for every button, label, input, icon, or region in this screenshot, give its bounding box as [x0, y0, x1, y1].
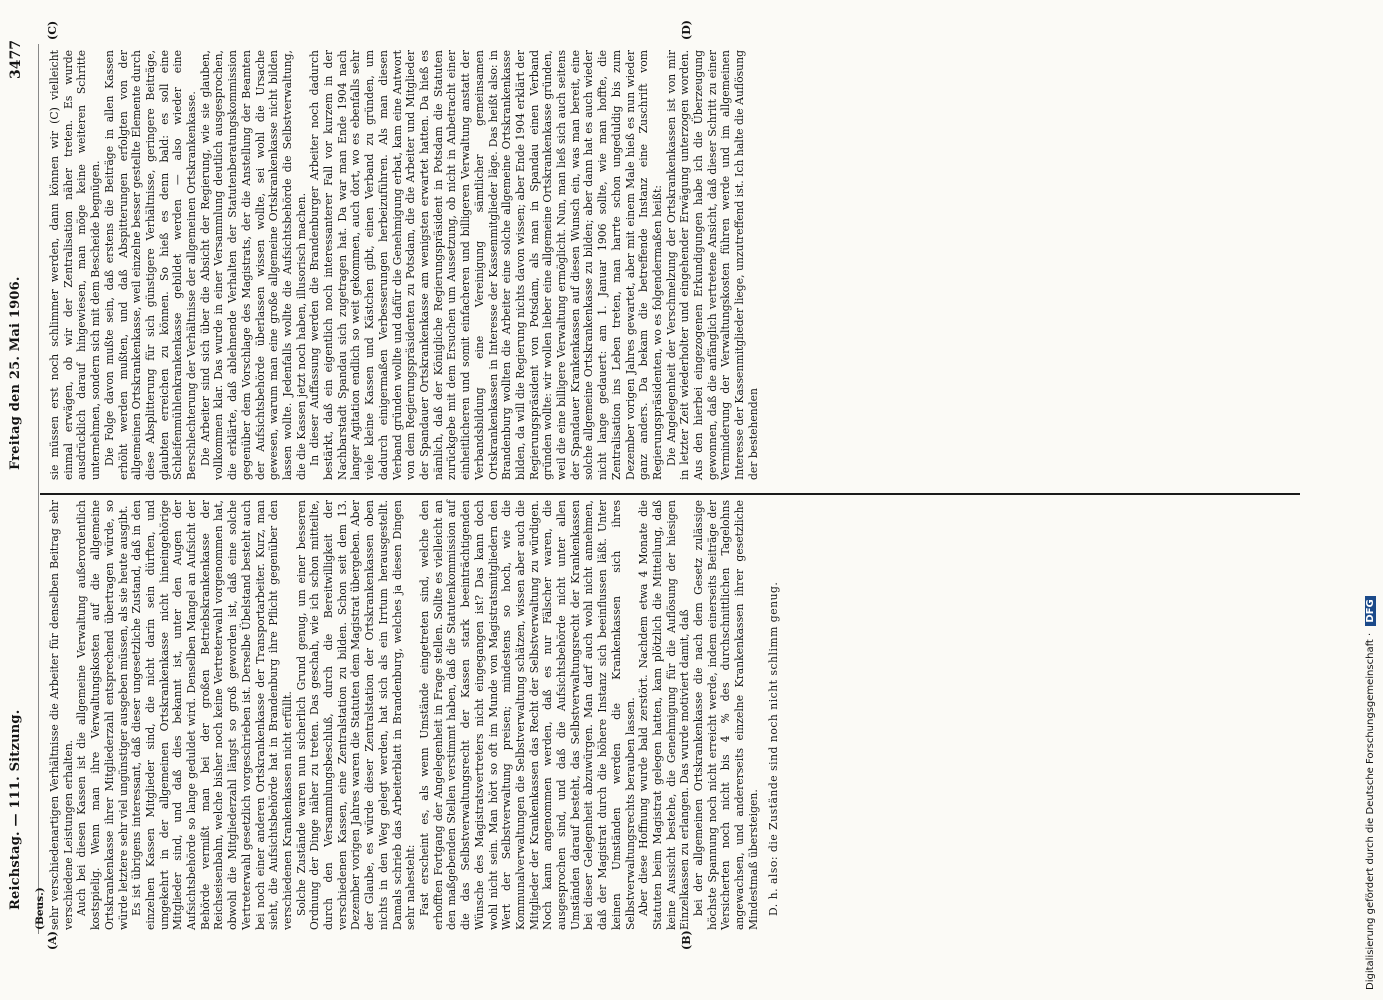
paragraph: In dieser Auffassung werden die Brandenburger Arbeiter noch dadurch bestärkt, daß ein eigentlich noch interessanterer Fall vor kurzem in der Nachbarstadt Spandau sich zugetragen hat. Da war man Ende 1904 nach langer Agitation endlich so weit gekommen, auch dort, wo es ebenfalls sehr viele kleine Kassen und Kästchen gibt, einen Verband zu gründen, um dadurch einigermaßen Verbesserungen herbeizuführen. Als man diesen Verband gründen wollte und dafür die Genehmigung erbat, kam eine Antwort von dem Regierungspräsidenten zu Potsdam, die die Arbeiter und Mitglieder der Spandauer Ortskrankenkasse am wenigsten erwartet hatten. Da hieß es nämlich, daß der Königliche Regierungspräsident in Potsdam die Statuten zurückgebe mit dem Ersuchen um Aussetzung, ob nicht in Anbetracht einer einheitlicheren und somit einfacheren und billigeren Verwaltung anstatt der Verbandsbildung eine Vereinigung sämtlicher gemeinsamen Ortskrankenkassen in Interesse der Kassenmitglieder läge. Das heißt also: in Brandenburg wollten die Arbeiter eine solche allgemeine Ortskrankenkasse bilden, da will die Regierung nichts davon wissen; aber Ende 1904 erklärt der Regierungspräsident von Potsdam, als man in Spandau einen Verband gründen wollte: wir wollen lieber eine allgemeine Ortskrankenkasse gründen, weil die eine billigere Verwaltung ermöglicht. Nun, man ließ sich auch seitens der Spandauer Krankenkassen auf diesen Wunsch ein, was man bereit, eine solche allgemeine Ortskrankenkasse zu bilden; aber dann hat es auch wieder nicht lange gedauert: am 1. Januar 1906 sollte, wie man hoffte, die Zentralisation ins Leben treten, man harrte schon ungeduldig bis zum Dezember vorigen Jahres gewartet, aber mit einem Male hieß es nun wieder ganz anders. Da bekam die betreffende Instanz eine Zuschrift vom Regierungspräsidenten, wo es folgendermaßen heißt:	[308, 50, 664, 480]
page-header	[8, 40, 38, 940]
digitization-credit	[1365, 10, 1376, 990]
paragraph: sehr verschiedenartigen Verhältnisse die Arbeiter für denselben Beitrag sehr verschiedene Leistungen erhalten.	[48, 500, 75, 930]
paragraph: Aber diese Hoffnung wurde bald zerstört. Nachdem etwa 4 Monate die Statuten beim Magistrat gelegen hatten, kam plötzlich die Mitteilung, daß keine Aussicht bestehe, die Genehmigung für die Auflösung der hiesigen Einzelkassen zu erlangen. Das wurde motiviert damit, daß	[637, 500, 692, 930]
quote-paragraph: bei der allgemeinen Ortskrankenkasse die nach dem Gesetz zulässige höchste Spannung noch nicht erreicht werde, indem einerseits Beiträge der Versicherten noch nicht bis 4 % des durchschnittlichen Tagelohns angewachsen, und andererseits einzelne Krankenkassen ihrer gesetzliche Mindestmaß übersteigen.	[692, 500, 760, 930]
right-column	[48, 50, 761, 480]
column-divider	[40, 493, 1300, 495]
paragraph: Es ist übrigens interessant, daß dieser ungesetzliche Zustand, daß in den einzelnen Kassen Mitglieder sind, die nicht darin sein dürften, und umgekehrt in der allgemeinen Ortskrankenkasse nicht hineingehörige Mitglieder sind, und daß dies bekannt ist, unter den Augen der Aufsichtsbehörde so lange geduldet wird. Denselben Mangel an Aufsicht der Behörde vermißt man bei der großen Betriebskrankenkasse der Reichseisenbahn, welche bisher noch keine Vertreterwahl vorgenommen hat, obwohl die Mitgliederzahl längst so groß geworden ist, daß eine solche Vertreterwahl gesetzlich vorgeschrieben ist. Derselbe Übelstand besteht auch bei noch einer anderen Ortskrankenkasse der Transportarbeiter. Kurz, man sieht, die Aufsichtsbehörde hat in Brandenburg ihre Pflicht gegenüber den verschiedenen Krankenkassen nicht erfüllt.	[130, 500, 294, 930]
margin-marker-c: (C)	[46, 20, 59, 40]
dfg-logo: DFG	[1365, 596, 1376, 625]
quote-paragraph: Die Angelegenheit der Verschmelzung der Ortskrankenkassen ist von mir in letzter Zeit wiederholter und eingehender Erwägung unterzogen worden. Aus den hierbei eingezogenen Erkundigungen habe ich die Überzeugung gewonnen, daß die anfänglich vertretene Ansicht, daß dieser Schritt zu einer Verminderung der Verwaltungskosten führen werde und im allgemeinen Interesse der Kassenmitglieder liege, unzutreffend ist. Ich halte die Auflösung der bestehenden	[664, 50, 760, 480]
margin-marker-b: (B)	[680, 930, 693, 950]
page-number: 3477	[8, 40, 24, 79]
concluding-line: D. h. also: die Zustände sind noch nicht schlimm genug.	[766, 581, 780, 916]
credit-text: Digitalisierung gefördert durch die Deutsche Forschungsgemeinschaft ·	[1365, 632, 1376, 990]
margin-marker-a: (A)	[46, 931, 59, 950]
quote-paragraph: Fast erscheint es, als wenn Umstände eingetreten sind, welche den erhofften Fortgang der Angelegenheit in Frage stellen. Sollte es vielleicht an den maßgebenden Stellen verstimmt haben, daß die Statutenkommission auf die das Selbstverwaltungsrecht der Kassen stark beeinträchtigenden Wünsche des Magistratsvertreters nicht eingegangen ist? Das kann doch wohl nicht sein. Man hört so oft im Munde von Magistratsmitgliedern den Wert der Selbstverwaltung preisen; mindestens so hoch, wie die Kommunalverwaltungen die Selbstverwaltung schätzen, wissen aber auch die Mitglieder der Krankenkassen das Recht der Selbstverwaltung zu würdigen. Noch kann angenommen werden, daß es nur Fälscher waren, die ausgesprochen sind, und daß die Aufsichtsbehörde nicht unter allen Umständen darauf besteht, das Selbstverwaltungsrecht der Krankenkassen bei dieser Gelegenheit abzuwürgen. Man darf auch wohl nicht annehmen, daß der Magistrat durch die höhere Instanz sich beeinflussen läßt. Unter keinen Umständen werden die Krankenkassen sich ihres Selbstverwaltungsrechts berauben lassen.	[417, 500, 637, 930]
paragraph: sie müssen erst noch schlimmer werden, dann können wir (C) vielleicht einmal erwägen, ob wir der Zentralisation näher treten. Es wurde ausdrücklich darauf hingewiesen, man möge keine weiteren Schritte unternehmen, sondern sich mit dem Bescheide begnügen.	[48, 50, 103, 480]
paragraph: Die Arbeiter sind sich über die Absicht der Regierung, wie sie glauben, vollkommen klar. Das wurde in einer Versammlung deutlich ausgesprochen, die erklärte, daß ablehnende Verhalten der Statutenberatungskommission gegenüber dem Vorschlage des Magistrats, der die Anstellung der Beamten der Aufsichtsbehörde überlassen wissen wollte, sei wohl die Ursache gewesen, warum man eine große allgemeine Ortskrankenkasse nicht bilden lassen wollte. Jedenfalls wollte die Aufsichtsbehörde die Selbstverwaltung, die die Kassen jetzt noch haben, illusorisch machen.	[198, 50, 308, 480]
left-column	[48, 500, 780, 930]
paragraph: Auch bei diesen Kassen ist die allgemeine Verwaltung außerordentlich kostspielig. Wenn man ihre Verwaltungskosten auf die allgemeine Ortskrankenkasse ihrer Mitgliederzahl entsprechend übertragen würde, so würde letztere sehr viel ungünstiger ausgeben müssen, als sie heute ausgibt.	[75, 500, 130, 930]
header-right-title: Freitag den 25. Mai 1906.	[8, 276, 23, 470]
header-rule	[38, 44, 39, 934]
paragraph: Solche Zustände waren nun sicherlich Grund genug, um einer besseren Ordnung der Dinge näher zu treten. Das geschah, wie ich schon mitteilte, durch den Versammlungsbeschluß, durch die Bereitwilligkeit der verschiedenen Kassen, eine Zentralstation zu bilden. Schon seit dem 13. Dezember vorigen Jahres waren die Statuten dem Magistrat übergeben. Aber der Glaube, es würde dieser Zentralstation der Ortskrankenkassen oben nichts in den Weg gelegt werden, hat sich als ein Irrtum herausgestellt. Damals schrieb das Arbeiterblatt in Brandenburg, welches ja diesen Dingen sehr nahesteht:	[294, 500, 418, 930]
margin-marker-d: (D)	[680, 20, 693, 40]
speaker-marker: (Beus.)	[34, 887, 46, 930]
header-left-title: Reichstag. — 111. Sitzung.	[8, 709, 23, 910]
paragraph: Die Folge davon mußte sein, daß erstens die Beiträge in allen Kassen erhöht werden mußten, und daß Abspitterungen erfolgten von der allgemeinen Ortskrankenkasse, weil einzelne besser gestellte Elemente durch diese Absplitterung für sich günstigere Verhältnisse, geringere Beiträge, glaubten erreichen zu können. So hieß es denn bald: es soll eine Schleifenmühlenkrankenkasse gebildet werden — also wieder eine Berschlechterung der Verhältnisse der allgemeinen Ortskrankenkasse.	[102, 50, 199, 480]
